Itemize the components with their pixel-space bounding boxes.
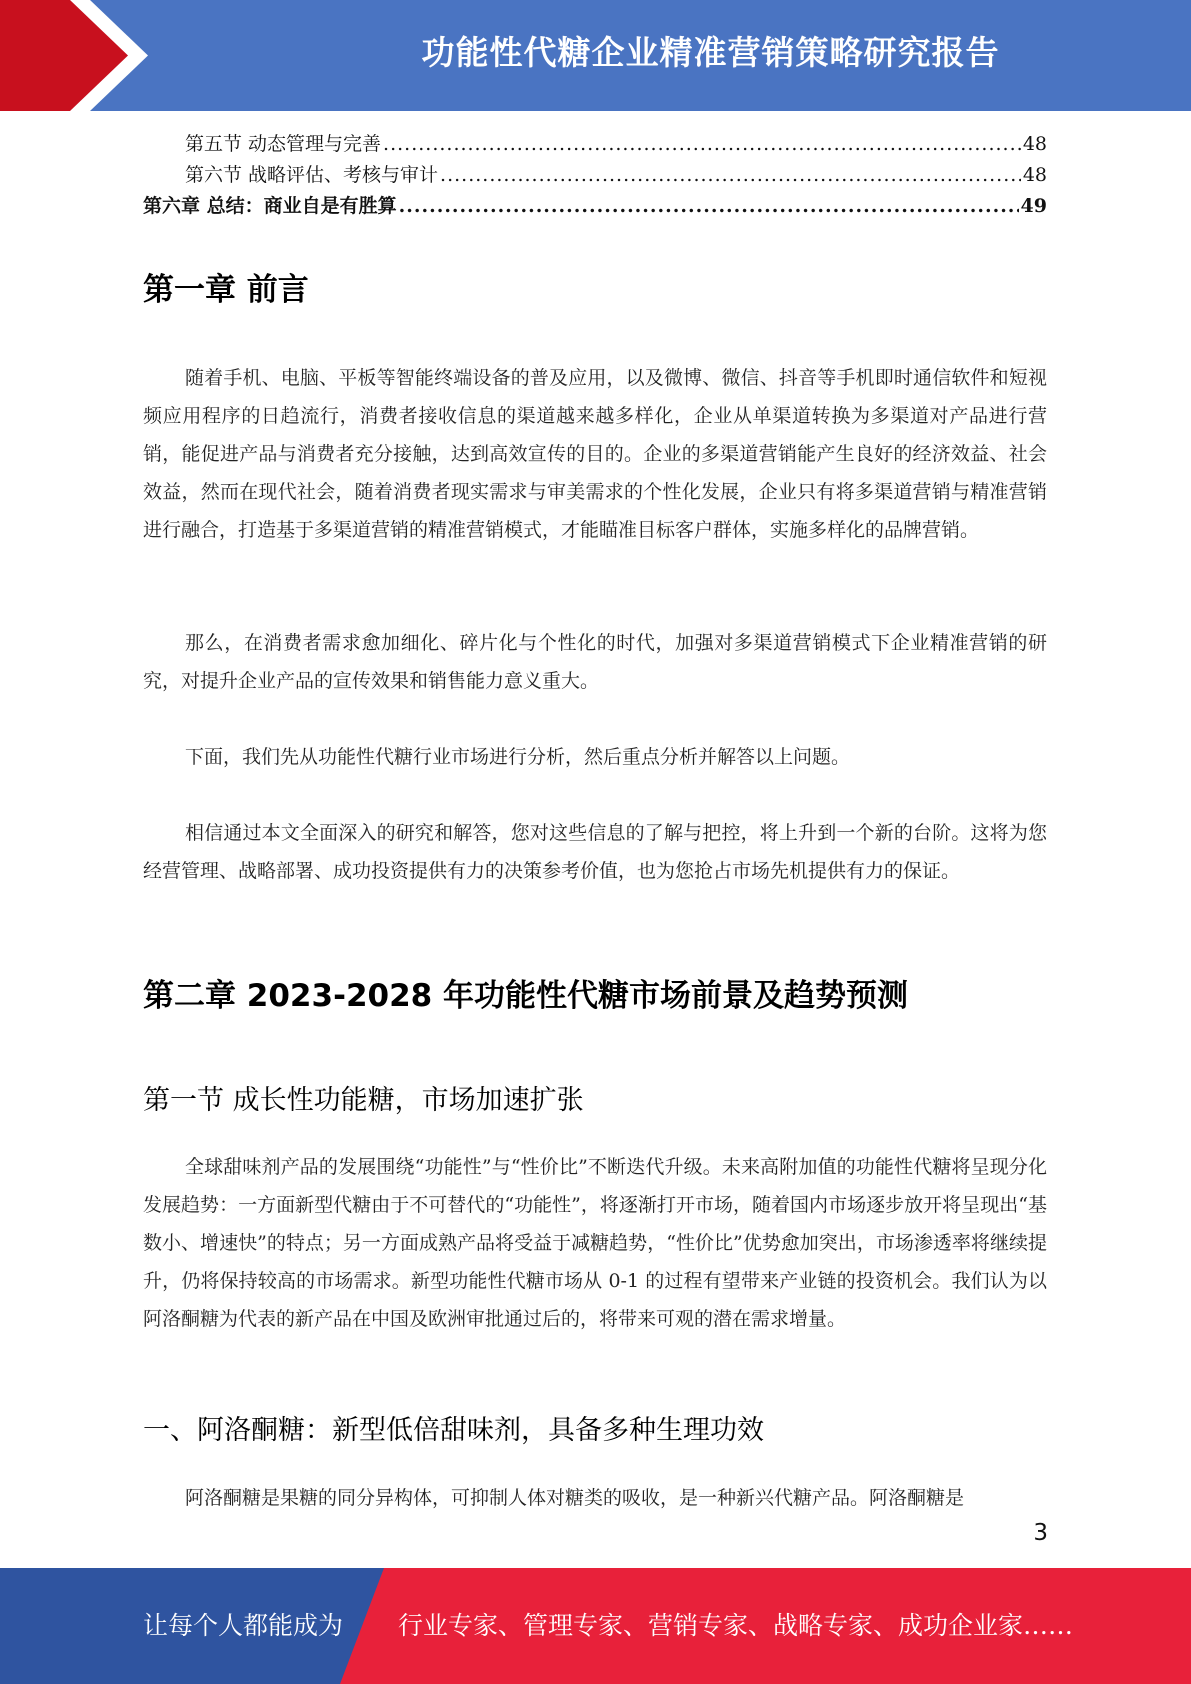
toc-entry-chapter[interactable] <box>143 191 1047 222</box>
toc-entry-label: 第五节 动态管理与完善 <box>185 133 382 155</box>
chapter-2-heading: 第二章 2023-2028 年功能性代糖市场前景及趋势预测 <box>143 978 909 1014</box>
paragraph: 相信通过本文全面深入的研究和解答，您对这些信息的了解与把控，将上升到一个新的台阶。这将为您经营管理、战略部署、成功投资提供有力的决策参考价值，也为您抢占市场先机提供有力的保证。 <box>143 822 1047 882</box>
report-title: 功能性代糖企业精准营销策略研究报告 <box>421 33 1000 72</box>
page-number: 3 <box>1033 1520 1048 1546</box>
toc-entry-label: 第六节 战略评估、考核与审计 <box>185 164 439 186</box>
footer-slogan-left: 让每个人都能成为 <box>143 1611 344 1640</box>
toc-entry[interactable] <box>143 129 1047 160</box>
paragraph: 阿洛酮糖是果糖的同分异构体，可抑制人体对糖类的吸收，是一种新兴代糖产品。阿洛酮糖是 <box>185 1487 965 1509</box>
header-chevron-decoration <box>0 0 160 111</box>
toc-entry-page: 48 <box>1022 164 1047 186</box>
paragraph: 那么，在消费者需求愈加细化、碎片化与个性化的时代，加强对多渠道营销模式下企业精准营销的研究，对提升企业产品的宣传效果和销售能力意义重大。 <box>143 632 1047 692</box>
paragraph: 随着手机、电脑、平板等智能终端设备的普及应用，以及微博、微信、抖音等手机即时通信软件和短视频应用程序的日趋流行，消费者接收信息的渠道越来越多样化，企业从单渠道转换为多渠道对产品进行营销，能促进产品与消费者充分接触，达到高效宣传的目的。企业的多渠道营销能产生良好的经济效益、社会效益，然而在现代社会，随着消费者现实需求与审美需求的个性化发展，企业只有将多渠道营销与精准营销进行融合，打造基于多渠道营销的精准营销模式，才能瞄准目标客户群体，实施多样化的品牌营销。 <box>143 367 1047 541</box>
footer-slogan-right: 行业专家、管理专家、营销专家、战略专家、成功企业家…… <box>398 1611 1074 1640</box>
paragraph: 全球甜味剂产品的发展围绕“功能性”与“性价比”不断迭代升级。未来高附加值的功能性代糖将呈现分化发展趋势：一方面新型代糖由于不可替代的“功能性”，将逐渐打开市场，随着国内市场逐步放开将呈现出“基数小、增速快”的特点；另一方面成熟产品将受益于减糖趋势，“性价比”优势愈加突出，市场渗透率将继续提升，仍将保持较高的市场需求。新型功能性代糖市场从 0-1 的过程有望带来产业链的投资机会。我们认为以阿洛酮糖为代表的新产品在中国及欧洲审批通过后的，将带来可观的潜在需求增量。 <box>143 1156 1047 1330</box>
page-header <box>0 0 1191 111</box>
chapter-1-heading: 第一章 前言 <box>143 272 309 308</box>
toc-entry[interactable] <box>143 160 1047 191</box>
section-heading: 第一节 成长性功能糖，市场加速扩张 <box>143 1085 584 1116</box>
page-footer <box>0 1568 1191 1684</box>
paragraph: 下面，我们先从功能性代糖行业市场进行分析，然后重点分析并解答以上问题。 <box>185 746 851 768</box>
toc-leader-dots <box>383 133 1021 155</box>
toc-leader-dots <box>440 164 1021 186</box>
toc-entry-page: 48 <box>1022 133 1047 155</box>
table-of-contents <box>143 129 1047 222</box>
toc-entry-label: 第六章 总结：商业自是有胜算 <box>143 195 397 217</box>
toc-entry-page: 49 <box>1020 195 1047 217</box>
subsection-heading: 一、阿洛酮糖：新型低倍甜味剂，具备多种生理功效 <box>143 1415 764 1446</box>
toc-leader-dots <box>399 195 1019 217</box>
